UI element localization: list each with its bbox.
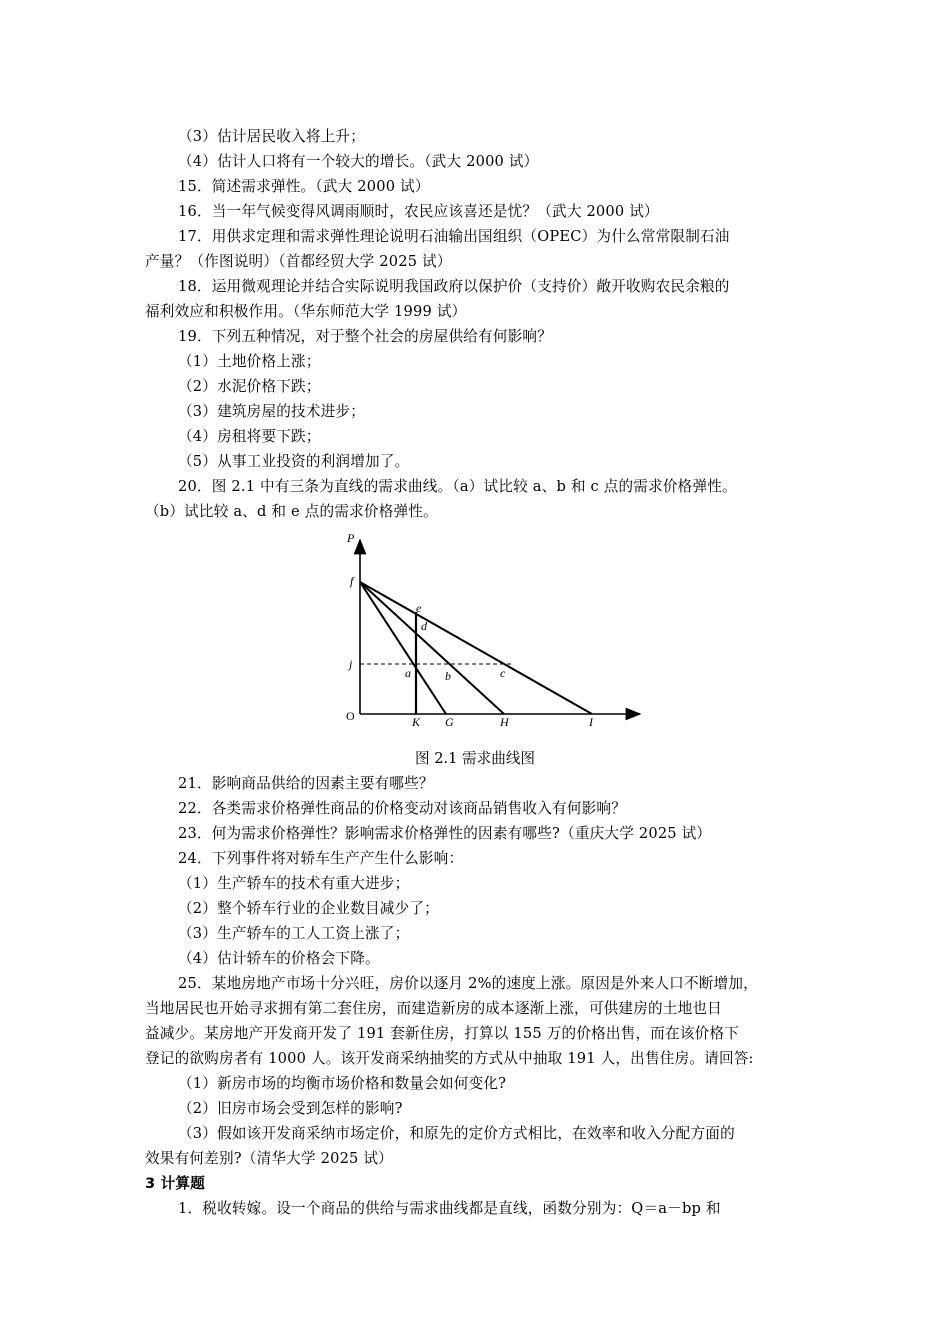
label-e: e bbox=[416, 601, 422, 615]
text-line: （2）水泥价格下跌； bbox=[178, 378, 321, 395]
text-line: （3）生产轿车的工人工资上涨了； bbox=[178, 925, 410, 942]
text-line: 21．影响商品供给的因素主要有哪些？ bbox=[178, 775, 434, 792]
text-line: 15．简述需求弹性。（武大 2000 试） bbox=[178, 178, 430, 195]
label-g: G bbox=[445, 715, 454, 729]
text-line: 23．何为需求价格弹性？影响需求价格弹性的因素有哪些?（重庆大学 2025 试） bbox=[178, 825, 712, 842]
text-line: 16．当一年气候变得风调雨顺时，农民应该喜还是忧？（武大 2000 试） bbox=[178, 203, 659, 220]
text-line: 24．下列事件将对轿车生产产生什么影响： bbox=[178, 850, 464, 867]
text-line: 22．各类需求价格弹性商品的价格变动对该商品销售收入有何影响？ bbox=[178, 800, 626, 817]
text-line: 18．运用微观理论并结合实际说明我国政府以保护价（支持价）敞开收购农民余粮的 bbox=[178, 278, 730, 295]
label-o: O bbox=[346, 709, 355, 723]
label-b: b bbox=[445, 669, 451, 683]
text-line: 25．某地房地产市场十分兴旺，房价以逐月 2%的速度上涨。原因是外来人口不断增加， bbox=[178, 975, 758, 992]
demand-line-fi bbox=[360, 582, 592, 714]
text-line: 登记的欲购房者有 1000 人。该开发商采纳抽奖的方式从中抽取 191 人，出售住房。请回答: bbox=[145, 1050, 754, 1067]
text-line: 17．用供求定理和需求弹性理论说明石油输出国组织（OPEC）为什么常常限制石油 bbox=[178, 228, 730, 245]
text-line: 福利效应和积极作用。（华东师范大学 1999 试） bbox=[145, 303, 467, 320]
label-k: K bbox=[412, 715, 421, 729]
text-line: （b）试比较 a、d 和 e 点的需求价格弹性。 bbox=[145, 503, 438, 520]
label-a: a bbox=[405, 666, 411, 680]
text-line: 益减少。某房地产开发商开发了 191 套新住房，打算以 155 万的价格出售，而在该价格下 bbox=[145, 1025, 740, 1042]
label-f: f bbox=[350, 574, 354, 588]
text-line: （4）估计人口将有一个较大的增长。（武大 2000 试） bbox=[178, 153, 539, 170]
text-line: （3）假如该开发商采纳市场定价，和原先的定价方式相比，在效率和收入分配方面的 bbox=[178, 1125, 735, 1142]
text-line: （1）新房市场的均衡市场价格和数量会如何变化? bbox=[178, 1075, 507, 1092]
label-p: P bbox=[347, 531, 355, 545]
text-line: 当地居民也开始寻求拥有第二套住房，而建造新房的成本逐渐上涨，可供建房的土地也日 bbox=[145, 1000, 722, 1017]
section-heading: 3 计算题 bbox=[145, 1175, 206, 1192]
text-line: （4）房租将要下跌； bbox=[178, 428, 321, 445]
text-line: 1．税收转嫁。设一个商品的供给与需求曲线都是直线，函数分别为：Q＝a－bp 和 bbox=[178, 1200, 721, 1217]
label-c: c bbox=[500, 666, 506, 680]
demand-curve-figure bbox=[330, 530, 650, 730]
text-line: 20．图 2.1 中有三条为直线的需求曲线。（a）试比较 a、b 和 c 点的需求价格弹性。 bbox=[178, 478, 737, 495]
label-h: H bbox=[500, 715, 509, 729]
text-line: （5）从事工业投资的利润增加了。 bbox=[178, 453, 410, 470]
text-line: （1）土地价格上涨； bbox=[178, 353, 321, 370]
text-line: 效果有何差别?（清华大学 2025 试） bbox=[145, 1150, 393, 1167]
text-line: 19．下列五种情况，对于整个社会的房屋供给有何影响？ bbox=[178, 328, 553, 345]
figure-caption: 图 2.1 需求曲线图 bbox=[414, 750, 536, 767]
text-line: （1）生产轿车的技术有重大进步； bbox=[178, 875, 410, 892]
label-d: d bbox=[421, 619, 427, 633]
text-line: （3）建筑房屋的技术进步； bbox=[178, 403, 366, 420]
label-i: I bbox=[589, 715, 593, 729]
text-line: 产量？（作图说明）（首都经贸大学 2025 试） bbox=[145, 253, 452, 270]
text-line: （2）旧房市场会受到怎样的影响? bbox=[178, 1100, 403, 1117]
label-j: j bbox=[349, 657, 353, 671]
text-line: （2）整个轿车行业的企业数目减少了； bbox=[178, 900, 439, 917]
text-line: （4）估计轿车的价格会下降。 bbox=[178, 950, 380, 967]
text-line: （3）估计居民收入将上升； bbox=[178, 128, 366, 145]
